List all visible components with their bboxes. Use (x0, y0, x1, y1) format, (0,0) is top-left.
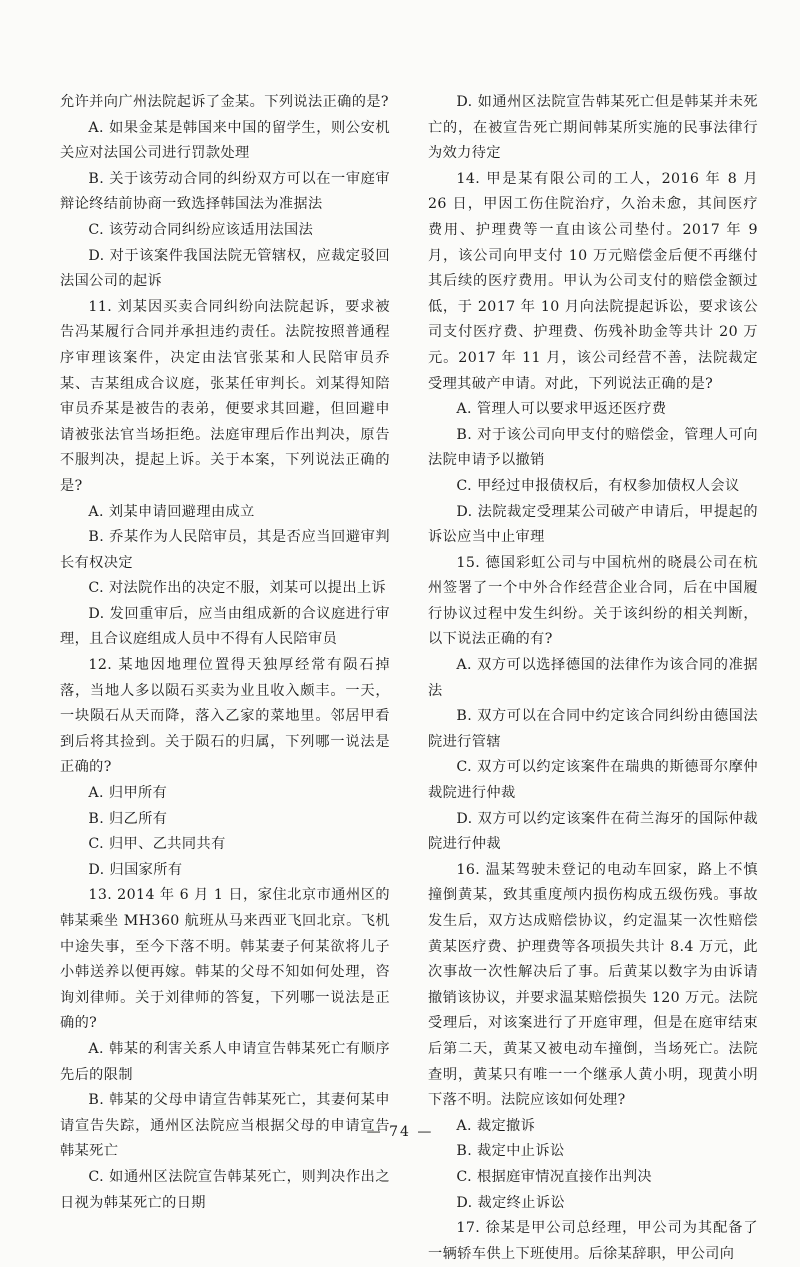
paragraph: D. 归国家所有 (88, 861, 183, 878)
paragraph: D. 裁定终止诉讼 (456, 1194, 566, 1211)
paragraph: B. 归乙所有 (88, 810, 168, 827)
paragraph: B. 裁定中止诉讼 (456, 1143, 565, 1160)
paragraph: D. 双方可以约定该案件在荷兰海牙的国际仲裁院进行仲裁 (428, 810, 758, 853)
paragraph: A. 管理人可以要求甲返还医疗费 (456, 401, 667, 418)
paragraph: 14. 甲是某有限公司的工人，2016 年 8 月 26 日，甲因工伤住院治疗，久治未愈，其间医疗费用、护理费等一直由该公司垫付。2017 年 9 月，该公司向甲支付 10 万元赔偿金后便不再继付其后续的医疗费用。甲认为公司支付的赔偿金额过低，于 2017 年 10 月向法院提起诉讼，要求该公司支付医疗费、护理费、伤残补助金等共计 20 万元。2017 年 11 月，该公司经营不善，法院裁定受理其破产申请。对此，下列说法正确的是? (428, 170, 758, 392)
paragraph: B. 韩某的父母申请宣告韩某死亡，其妻何某申请宣告失踪，通州区法院应当根据父母的申请宣告韩某死亡 (60, 1092, 390, 1160)
paragraph: D. 发回重审后，应当由组成新的合议庭进行审理，且合议庭组成人员中不得有人民陪审员 (60, 605, 390, 648)
paragraph: C. 该劳动合同纠纷应该适用法国法 (88, 221, 314, 238)
paragraph: C. 根据庭审情况直接作出判决 (456, 1168, 653, 1185)
paragraph: C. 甲经过申报债权后，有权参加债权人会议 (456, 477, 740, 494)
paragraph: 允许并向广州法院起诉了金某。下列说法正确的是? (60, 94, 389, 110)
paragraph: D. 如通州区法院宣告韩某死亡但是韩某并未死亡的，在被宣告死亡期间韩某所实施的民事法律行为效力待定 (428, 94, 758, 162)
paragraph: 15. 德国彩虹公司与中国杭州的晓晨公司在杭州签署了一个中外合作经营企业合同，后在中国履行协议过程中发生纠纷。关于该纠纷的相关判断，以下说法正确的有? (428, 554, 758, 648)
right-column (428, 90, 758, 1267)
left-column (60, 90, 390, 1216)
paragraph: 13. 2014 年 6 月 1 日，家住北京市通州区的韩某乘坐 MH360 航班从马来西亚飞回北京。飞机中途失事，至今下落不明。韩某妻子何某欲将儿子小韩送养以便再嫁。韩某的父母不知如何处理，咨询刘律师。关于刘律师的答复，下列哪一说法是正确的? (60, 887, 390, 1032)
paragraph: A. 如果金某是韩国来中国的留学生，则公安机关应对法国公司进行罚款处理 (60, 119, 390, 162)
paragraph: A. 裁定撤诉 (456, 1117, 536, 1134)
paragraph: C. 如通州区法院宣告韩某死亡，则判决作出之日视为韩某死亡的日期 (60, 1168, 390, 1211)
paragraph: B. 双方可以在合同中约定该合同纠纷由德国法院进行管辖 (428, 708, 758, 750)
paragraph: 11. 刘某因买卖合同纠纷向法院起诉，要求被告冯某履行合同并承担违约责任。法院按照普通程序审理该案件，决定由法官张某和人民陪审员乔某、吉某组成合议庭，张某任审判长。刘某得知陪审员乔某是被告的表弟，便要求其回避，但回避申请被张法官当场拒绝。法庭审理后作出判决，原告不服判决，提起上诉。关于本案，下列说法正确的是? (60, 298, 390, 494)
paragraph: A. 双方可以选择德国的法律作为该合同的准据法 (428, 657, 758, 699)
paragraph: D. 法院裁定受理某公司破产申请后，甲提起的诉讼应当中止审理 (428, 503, 758, 546)
paragraph: 12. 某地因地理位置得天独厚经常有陨石掉落，当地人多以陨石买卖为业且收入颇丰。一天，一块陨石从天而降，落入乙家的菜地里。邻居甲看到后将其捡到。关于陨石的归属，下列哪一说法是正确的? (60, 657, 390, 776)
paragraph: A. 刘某申请回避理由成立 (88, 503, 255, 520)
paragraph: 17. 徐某是甲公司总经理，甲公司为其配备了一辆轿车供上下班使用。后徐某辞职，甲公司向 (428, 1220, 758, 1262)
paragraph: C. 对法院作出的决定不服，刘某可以提出上诉 (88, 580, 387, 597)
paragraph: 16. 温某驾驶未登记的电动车回家，路上不慎撞倒黄某，致其重度颅内损伤构成五级伤残。事故发生后，双方达成赔偿协议，约定温某一次性赔偿黄某医疗费、护理费等各项损失共计 8.4 万元，此次事故一次性解决后了事。后黄某以数字为由诉请撤销该协议，并要求温某赔偿损失 120 万元。法院受理后，对该案进行了开庭审理，但是在庭审结束后第二天，黄某又被电动车撞倒，当场死亡。法院查明，黄某只有唯一一个继承人黄小明，现黄小明下落不明。法院应该如何处理? (428, 861, 758, 1109)
paragraph: A. 韩某的利害关系人申请宣告韩某死亡有顺序先后的限制 (60, 1040, 390, 1083)
paragraph: B. 关于该劳动合同的纠纷双方可以在一审庭审辩论终结前协商一致选择韩国法为准据法 (60, 170, 390, 213)
page-number: — 74 — (366, 1124, 434, 1140)
paragraph: C. 双方可以约定该案件在瑞典的斯德哥尔摩仲裁院进行仲裁 (428, 759, 758, 802)
paragraph: B. 对于该公司向甲支付的赔偿金，管理人可向法院申请予以撤销 (428, 426, 758, 469)
paragraph: A. 归甲所有 (88, 785, 168, 802)
paragraph: B. 乔某作为人民陪审员，其是否应当回避审判长有权决定 (60, 529, 390, 571)
paragraph: C. 归甲、乙共同共有 (88, 836, 226, 853)
paragraph: D. 对于该案件我国法院无管辖权，应裁定驳回法国公司的起诉 (60, 247, 390, 290)
